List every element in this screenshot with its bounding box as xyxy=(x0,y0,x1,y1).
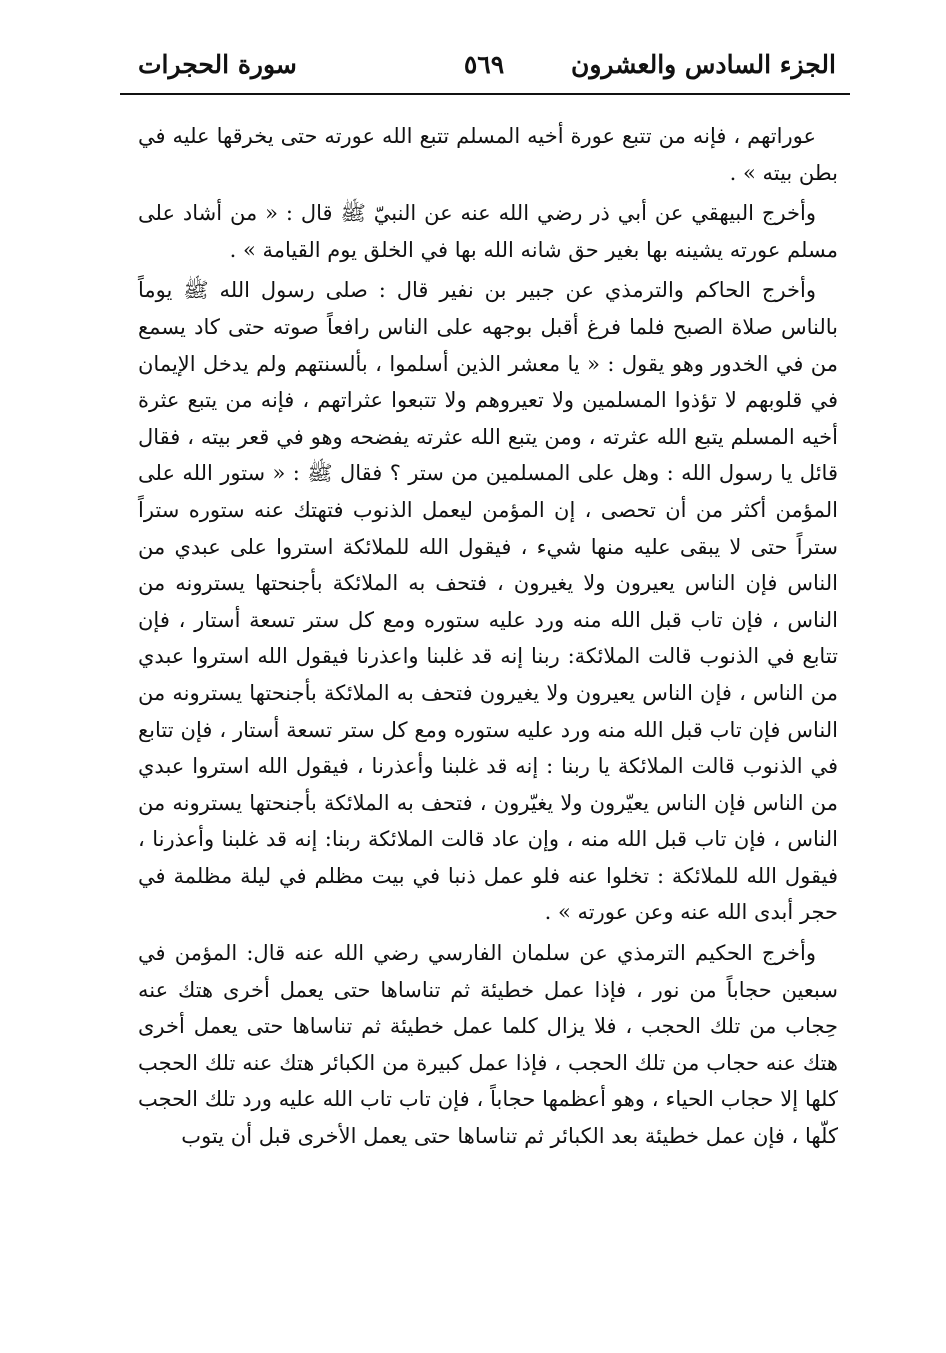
paragraph-4: وأخرج الحكيم الترمذي عن سلمان الفارسي رضي الله عنه قال: المؤمن في سبعين حجاباً من نور ، فإذا عمل خطيئة ثم تناساها حتى يعمل أخرى هتك عنه حِجاب من تلك الحجب ، فلا يزال كلما عمل خطيئة ثم تناساها حتى يعمل أخرى هتك عنه حجاب من تلك الحجب ، فإذا عمل كبيرة من الكبائر هتك عنه تلك الحجب كلها إلا حجاب الحياء ، وهو أعظمها حجاباً ، فإن تاب تاب الله عليه ورد تلك الحجب كلّها ، فإن عمل خطيئة بعد الكبائر ثم تناساها حتى يعمل الأخرى قبل أن يتوب xyxy=(138,941,838,1149)
paragraph-3: وأخرج الحاكم والترمذي عن جبير بن نفير قال : صلى رسول الله ﷺ يوماً بالناس صلاة الصبح فلما فرغ أقبل بوجهه على الناس رافعاً صوته حتى كاد يسمع من في الخدور وهو يقول : « يا معشر الذين أسلموا ، بألسنتهم ولم يدخل الإيمان في قلوبهم لا تؤذوا المسلمين ولا تعيروهم ولا تتبعوا عثراتهم ، فإنه من يتبع عثرة أخيه المسلم يتبع الله عثرته ، ومن يتبع الله عثرته يفضحه وهو في قعر بيته ، فقال قائل يا رسول الله : وهل على المسلمين من ستر ؟ فقال ﷺ : « ستور الله على المؤمن أكثر من أن تحصى ، إن المؤمن ليعمل الذنوب فتهتك عنه ستوره ستراً ستراً حتى لا يبقى عليه منها شيء ، فيقول الله للملائكة استروا على عبدي من الناس فإن الناس يعيرون ولا يغيرون ، فتحف به الملائكة بأجنحتها يسترونه من الناس ، فإن تاب قبل الله منه ورد عليه ستوره ومع كل ستر تسعة أستار ، فإن تتابع في الذنوب قالت الملائكة: ربنا إنه قد غلبنا واعذرنا فيقول الله استروا عبدي من الناس ، فإن الناس يعيرون ولا يغيرون فتحف به الملائكة بأجنحتها يسترونه من الناس فإن تاب قبل الله منه ورد عليه ستوره ومع كل ستر تسعة أستار ، فإن تتابع في الذنوب قالت الملائكة يا ربنا : إنه قد غلبنا وأعذرنا ، فيقول الله استروا عبدي من الناس فإن الناس يعيّرون ولا يغيّرون ، فتحف به الملائكة بأجنحتها يسترونه من الناس ، فإن تاب قبل الله منه ، وإن عاد قالت الملائكة ربنا: إنه قد غلبنا وأعذرنا ، فيقول الله للملائكة : تخلوا عنه فلو عمل ذنبا في بيت مظلم في ليلة مظلمة في حجر أبدى الله عنه وعن عورته » . xyxy=(138,278,838,925)
paragraph-1: عوراتهم ، فإنه من تتبع عورة أخيه المسلم تتبع الله عورته حتى يخرقها عليه في بطن بيته » . xyxy=(138,124,838,185)
surah-title: سورة الحجرات xyxy=(138,50,297,79)
paragraph-2: وأخرج البيهقي عن أبي ذر رضي الله عنه عن النبيّ ﷺ قال : « من أشاد على مسلم عورته يشينه بها بغير حق شانه الله بها في الخلق يوم القيامة » . xyxy=(138,201,838,262)
page-header xyxy=(120,44,848,92)
page-number: ٥٦٩ xyxy=(463,50,505,79)
page-body xyxy=(138,118,838,1159)
part-title: الجزء السادس والعشرون xyxy=(570,50,836,79)
header-divider xyxy=(120,93,850,95)
